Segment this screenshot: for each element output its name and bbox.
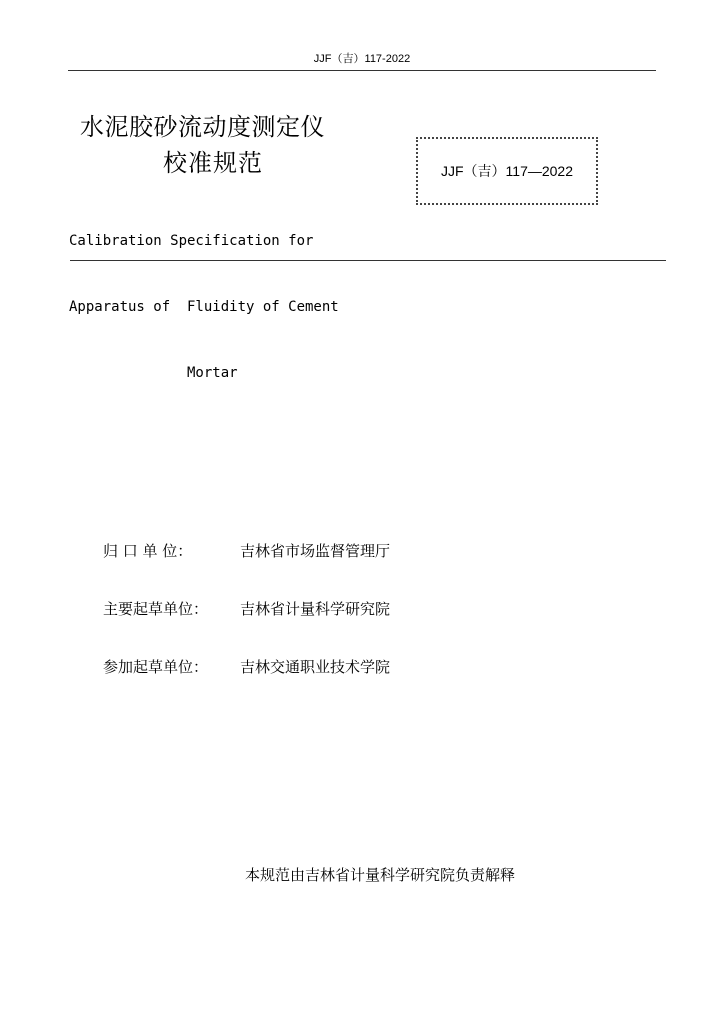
document-number: JJF（吉）117—2022 bbox=[440, 163, 573, 179]
interpretation-note: 本规范由吉林省计量科学研究院负责解释 bbox=[244, 866, 515, 884]
header-doc-code: JJF（吉）117-2022 bbox=[313, 53, 411, 65]
page-header bbox=[68, 50, 656, 71]
title-english bbox=[69, 186, 339, 406]
title-chinese-line-1: 水泥胶砂流动度测定仪 bbox=[80, 113, 325, 141]
unit-label: 主要起草单位： bbox=[103, 600, 209, 618]
unit-value: 吉林交通职业技术学院 bbox=[240, 658, 391, 676]
title-english-line-2: Apparatus of Fluidity of Cement bbox=[69, 299, 339, 315]
unit-row-participating-drafter bbox=[103, 638, 390, 696]
unit-row-main-drafter bbox=[103, 580, 390, 638]
drafting-units bbox=[103, 522, 390, 696]
unit-label: 参加起草单位： bbox=[103, 658, 209, 676]
title-english-line-1: Calibration Specification for bbox=[69, 233, 314, 249]
unit-value: 吉林省市场监督管理厅 bbox=[240, 542, 391, 560]
unit-value: 吉林省计量科学研究院 bbox=[240, 600, 391, 618]
title-chinese-line-2: 校准规范 bbox=[163, 149, 263, 177]
document-number-box bbox=[416, 137, 598, 205]
title-english-line-3: Mortar bbox=[187, 365, 238, 381]
title-divider bbox=[70, 260, 666, 261]
unit-row-responsible bbox=[103, 522, 390, 580]
unit-label: 归 口 单 位： bbox=[103, 542, 193, 560]
